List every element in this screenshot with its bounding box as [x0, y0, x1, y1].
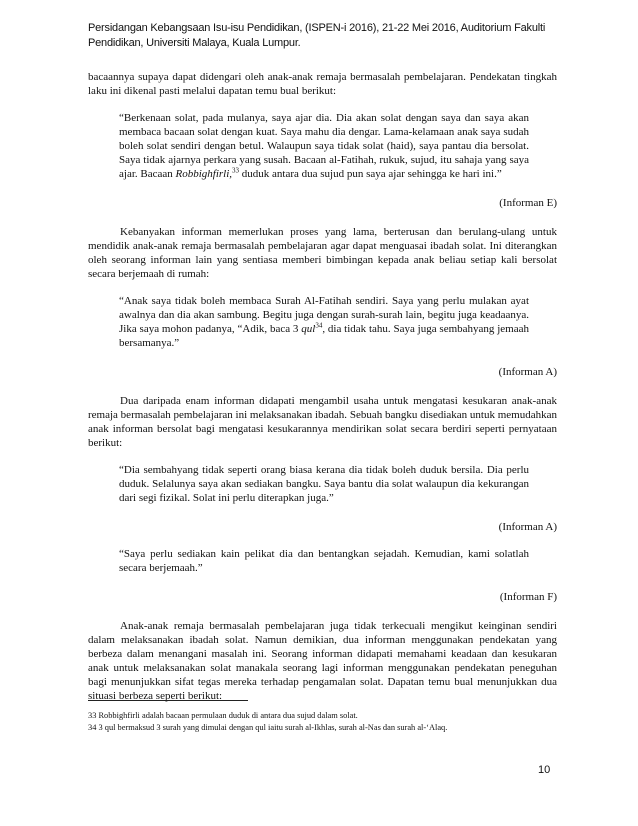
quote-1-text: “Berkenaan solat, pada mulanya, saya ajar dia. Dia akan solat dengan saya dan saya akan membaca bacaan solat dengan kuat. Saya mahu dia dengar. Lama-kelamaan anak saya sudah boleh solat sendiri dengan betul. Walaupun saya tidak solat (haid), saya pantau dia bersolat. Saya tidak ajarnya perkara yang susah. Bacaan al-Fatihah, rukuk, sujud, itu sahaja yang saya ajar. Bacaan [119, 112, 529, 180]
footnote-ref-33: 33 [232, 166, 240, 175]
footnotes [88, 710, 558, 734]
quote-4: “Saya perlu sediakan kain pelikat dia dan bentangkan sejadah. Kemudian, kami solatlah secara berjemaah.” [119, 548, 529, 574]
page-number: 10 [538, 764, 551, 776]
quote-3: “Dia sembahyang tidak seperti orang biasa kerana dia tidak boleh duduk bersila. Dia perlu duduk. Selalunya saya akan sediakan bangku. Saya bantu dia solat walaupun dia kekurangan dari segi fizikal. Solat ini perlu diterapkan juga.” [119, 464, 529, 504]
footnote-33: 33 Robbighfirli adalah bacaan permulaan duduk di antara dua sujud dalam solat. [88, 711, 358, 720]
quote-1 [119, 111, 529, 181]
quote-1-italic: Robbighfirli, [175, 168, 233, 180]
paragraph-4: Anak-anak remaja bermasalah pembelajaran juga tidak terkecuali mengikut keinginan sendiri dalam melaksanakan ibadah solat. Namun demikian, dua informan menggunakan pendekatan yang berbeza dalam menangani masalah ini. Seorang informan didapati memahami keadaan dan kesukaran anak untuk melaksanakan solat manakala seorang lagi informan menggunakan pendekatan peneguhan bagi menunjukkan sifat tegas mereka terhadap pengamalan solat. Dapatan temu bual menunjukkan dua situasi berbeza seperti berikut: [88, 620, 557, 702]
footnote-34: 34 3 qul bermaksud 3 surah yang dimulai dengan qul iaitu surah al-Ikhlas, surah al-Nas dan surah al-‘Alaq. [88, 723, 448, 732]
informant-label: (Informan A) [498, 521, 557, 533]
quote-2 [119, 294, 529, 350]
informant-label: (Informan E) [499, 197, 557, 209]
informant-label: (Informan F) [499, 591, 557, 603]
quote-2-text-end: , dia tidak tahu. Saya juga sembahyang jemaah bersamanya.” [119, 323, 529, 349]
page-body [88, 70, 557, 703]
header-line-2: Pendidikan, Universiti Malaya, Kuala Lumpur. [88, 37, 301, 49]
running-header [88, 21, 558, 51]
paragraph-1: bacaannya supaya dapat didengari oleh anak-anak remaja bermasalah pembelajaran. Pendekatan tingkah laku ini dikenal pasti melalui dapatan temu bual berikut: [88, 71, 557, 97]
footnote-divider [88, 700, 248, 701]
quote-1-text-end: duduk antara dua sujud pun saya ajar sehingga ke hari ini.” [239, 168, 502, 180]
quote-2-text: “Anak saya tidak boleh membaca Surah Al-Fatihah sendiri. Saya yang perlu mulakan ayat awalnya dan dia akan sambung. Begitu juga dengan surah-surah lain, begitu juga keadaanya. Jika saya mohon padanya, “Adik, baca 3 [119, 295, 529, 335]
header-line-1: Persidangan Kebangsaan Isu-isu Pendidikan, (ISPEN-i 2016), 21-22 Mei 2016, Auditorium Fakulti [88, 22, 546, 34]
footnote-ref-34: 34 [315, 321, 323, 330]
quote-2-italic: qul [301, 323, 316, 335]
informant-label: (Informan A) [498, 366, 557, 378]
paragraph-3: Dua daripada enam informan didapati mengambil usaha untuk mengatasi kesukaran anak-anak remaja bermasalah pembelajaran ini melaksanakan ibadah. Sebuah bangku disediakan untuk memudahkan anak informan bersolat bagi mengatasi kesukarannya mendirikan solat secara berdiri seperti pernyataan berikut: [88, 395, 557, 449]
paragraph-2: Kebanyakan informan memerlukan proses yang lama, berterusan dan berulang-ulang untuk mendidik anak-anak remaja bermasalah pembelajaran agar dapat menguasai ibadah solat. Ini diterangkan oleh seorang informan lain yang sentiasa memberi bimbingan kepada anak beliau setiap kali bersolat secara berjemaah di rumah: [88, 226, 557, 280]
